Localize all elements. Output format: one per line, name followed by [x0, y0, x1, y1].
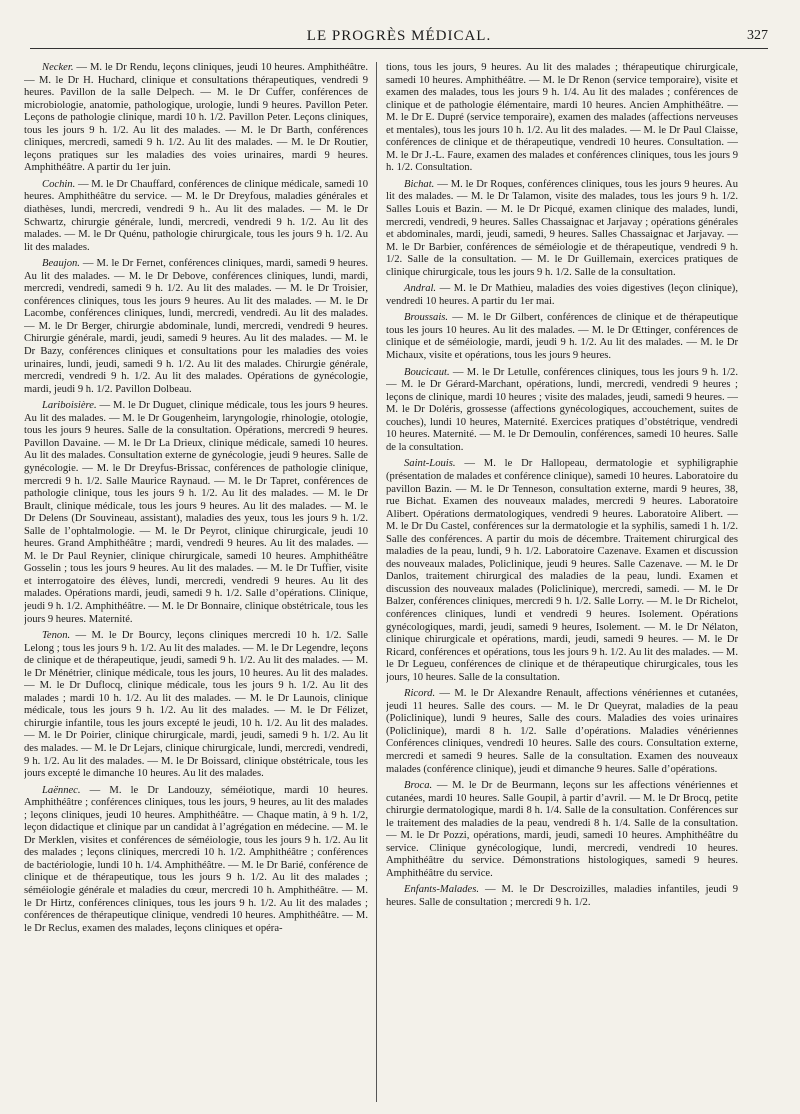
hospital-name: Saint-Louis.: [404, 458, 456, 470]
paragraph-text: tions, tous les jours, 9 heures. Au lit des malades ; thérapeutique chirurgicale, samedi 10 heures. Amphithéâtre. — M. le Dr Renon (service temporaire), visite et examen des malades, tous les jours 9 h. 1/4. Au lit des malades ; conférences de clinique et de pathologie élémentaire, mardi 10 heures. Ancien Amphithéâtre. — M. le Dr E. Dupré (service temporaire), examen des malades (affections nerveuses et mentales), tous les jours 10 h. 1/2. Au lit des malades. — M. le Dr Paul Claisse, conférences de clinique et de thérapeutique, vendredi 10 heures. Consultation. — M. le Dr J.-L. Faure, examen des malades et conférences cliniques, tous les jours 9 h. 1/2. Consultation.: [386, 62, 738, 174]
paragraph-text: — M. le Dr Duguet, clinique médicale, tous les jours 9 heures. Au lit des malades. — M. le Dr Gougenheim, laryngologie, rhinologie, otologie, tous les jours 9 heures. Salle de la consultation. Opérations, mercredi 9 heures. Pavillon Davaine. — M. le Dr La Drieux, clinique médicale, samedi 10 heures. Au lit des malades. Consultation externe de gynécologie, jeudi 9 heures. Salle de gynécologie. — M. le Dr Dreyfus-Brissac, conférences de pathologie clinique, mercredi 9 h. 1/2. Salle Maurice Raynaud. — M. le Dr Tapret, conférences de pathologie clinique, tous les jours 9 h. 1/2. Au lit des malades. — M. le Dr Brault, clinique médicale, tous les jours 9 heures. Au lit des malades. — M. le Dr Delens (Dr Souvineau, assistant), maladies des yeux, tous les jours 9 h. 1/2. Salle de l’ophtalmologie. — M. le Dr Peyrot, clinique chirurgicale, jeudi 10 heures. Grand Amphithéâtre ; mardi, vendredi 9 heures. Au lit des malades. — M. le Dr Paul Reynier, clinique chirurgicale, samedi 10 heures. Amphithéâtre Gosselin ; tous les jours 9 heures. Au lit des malades. — M. le Dr Tuffier, visite et interrogatoire des élèves, lundi, mercredi, vendredi 9 heures. Au lit des malades. Opérations mardi, jeudi, samedi 9 h. 1/2. Salle d’opérations. Clinique, jeudi 9 h. 1/2. Amphithéâtre. — M. le Dr Bonnaire, clinique obstétricale, tous les jours 9 heures. Maternité.: [24, 400, 368, 625]
paragraph-text: — M. le Dr Fernet, conférences cliniques, mardi, samedi 9 heures. Au lit des malades. — M. le Dr Debove, conférences cliniques, lundi, mardi, mercredi, vendredi, samedi 9 h. 1/2. Au lit des malades. — M. le Dr Troisier, conférences cliniques, tous les jours 9 heures. Au lit des malades. — M. le Dr Lacombe, conférences cliniques, lundi, mercredi, vendredi. Au lit des malades. — M. le Dr Berger, chirurgie abdominale, lundi, mercredi, vendredi 9 heures. Chirurgie générale, mardi, jeudi, samedi 9 heures. Au lit des malades. — M. le Dr Bazy, conférences cliniques et consultations pour les maladies des voies urinaires, lundi, jeudi, samedi 9 h. 1/2. Au lit des malades. Chirurgie générale, mercredi, vendredi 9 h. 1/2. Au lit des malades. Opérations de gynécologie, mardi, jeudi 9 h. 1/2. Pavillon Dolbeau.: [24, 258, 368, 395]
paragraph-text: — M. le Dr Roques, conférences cliniques, tous les jours 9 heures. Au lit des malades. — M. le Dr Talamon, visite des malades, tous les jours 9 h. 1/2. Salles Louis et Bazin. — M. le Dr Picqué, examen clinique des malades, lundi, mercredi, vendredi, 9 heures. Salles Chassaignac et Jarjavay ; opérations générales et abdominales, mardi, jeudi, samedi, 9 heures. Salles Chassaignac et Jarjavay. — M. le Dr Barbier, conférences de séméiologie et de thérapeutique, vendredi 9 h. 1/2. Salle de la consultation. — M. le Dr Guillemain, exercices pratiques de clinique chirurgicale, tous les jours 9 h. 1/2. Salle de la consultation.: [386, 178, 738, 278]
paragraph-bichat: [386, 179, 738, 279]
paragraph-tenon: [24, 630, 368, 781]
paragraph-boucicaut: [386, 367, 738, 455]
hospital-name: Cochin.: [42, 178, 76, 190]
paragraph-broussais: [386, 312, 738, 362]
right-column: [386, 62, 738, 1106]
paragraph-text: — M. le Dr Alexandre Renault, affections vénériennes et cutanées, jeudi 11 heures. Salle des cours. — M. le Dr Queyrat, maladies de la peau (Policlinique), lundi 9 heures, Salle des cours. Maladies des voies urinaires (Policlinique), mardi 8 h. 1/2. Salle d’opérations. Maladies vénériennes Conférences cliniques, vendredi 10 heures. Salle des cours. Consultation externe, mercredi et samedi 9 heures. Salle de la consultation. Examen des nouveaux malades (conférence clinique), jeudi et dimanche 9 heures. Salle d’opérations.: [386, 688, 738, 775]
paragraph-text: — M. le Dr Mathieu, maladies des voies digestives (leçon clinique), vendredi 10 heures. A partir du 1er mai.: [386, 283, 738, 307]
hospital-name: Beaujon.: [42, 258, 80, 270]
hospital-name: Bichat.: [404, 178, 435, 190]
paragraph-broca: [386, 780, 738, 880]
page-number: 327: [747, 28, 768, 43]
hospital-name: Enfants-Malades.: [404, 884, 480, 896]
left-column: [24, 62, 368, 1106]
hospital-name: Tenon.: [42, 630, 71, 642]
hospital-name: Lariboisière.: [42, 400, 97, 412]
column-divider: [376, 62, 377, 1102]
paragraph-saint-louis: [386, 458, 738, 684]
paragraph-necker: [24, 62, 368, 175]
hospital-name: Broussais.: [404, 312, 449, 324]
paragraph-text: — M. le Dr Rendu, leçons cliniques, jeudi 10 heures. Amphithéâtre. — M. le Dr H. Huchard, clinique et consultations thérapeutiques, vendredi 9 heures. Pavillon de la salle Delpech. — M. le Dr Cuffer, conférences de microbiologie, anatomie, pathologique, urologie, lundi 9 heures. Pavillon Peter. Leçons de pathologie clinique, mardi 10 h. 1/2. Pavillon Peter. Leçons cliniques, tous les jours 9 h. 1/2. Au lit des malades. — M. le Dr Barth, conférences cliniques, mercredi, samedi 9 h. 1/2. Au lit des malades. — M. le Dr Routier, leçons pratiques sur les maladies des voies urinaires, mardi 9 heures. Amphithéâtre. A partir du 1er juin.: [24, 62, 368, 174]
running-head: LE PROGRÈS MÉDICAL.: [306, 28, 492, 44]
paragraph-text: — M. le Dr Gilbert, conférences de clinique et de thérapeutique tous les jours 10 heures. Au lit des malades. — M. le Dr Œttinger, conférences de clinique et de séméiologie, mardi, jeudi 9 h. 1/2. Au lit des malades. — M. le Dr Michaux, visite et opérations, tous les jours 9 heures.: [386, 312, 738, 362]
paragraph-text: — M. le Dr Hallopeau, dermatologie et syphiligraphie (présentation de malades et conférence clinique), samedi 10 heures. Laboratoire du pavillon Bazin. — M. le Dr Tenneson, consultation externe, mardi 9 heures, 38, rue Bichat. Examen des nouveaux malades, mercredi 9 heures. Laboratoire Alibert. Opérations dermatologiques, vendredi 9 heures. Laboratoire Alibert. — M. le Dr Du Castel, conférences sur la dermatologie et la syphilis, samedi 1 h. 1/2. Salle des conférences. A partir du mois de décembre. Traitement chirurgical des maladies de la peau, lundi, 9 h. 1/2. Laboratoire Cazenave. Examen et discussion des nouveaux malades, Policlinique, jeudi 9 heures. Salle Cazenave. — M. le Dr Danlos, traitement chirurgical des maladies de la peau, lundi. Examen et discussion des nouveaux malades (Policlinique), mercredi, samedi. — M. le Dr Balzer, conférences cliniques, mercredi 9 h. 1/2. Salle Lorry. — M. le Dr Richelot, conférences cliniques, lundi et vendredi 9 heures. Isolement. Opérations gynécologiques, mardi, jeudi, samedi 9 heures, Isolement. — M. le Dr Nélaton, clinique chirurgicale et opérations, mardi, jeudi, samedi 9 heures. — M. le Dr Ricard, conférences et opérations, tous les jours 9 h. 1/2. Au lit des malades. — M. le Dr Legueu, conférences de clinique et de thérapeutique chirurgicales, tous les jours, 10 heures. Salle de la consultation.: [386, 458, 738, 683]
hospital-name: Ricord.: [404, 688, 436, 700]
hospital-name: Laënnec.: [42, 784, 81, 796]
paragraph-text: — M. le Dr Landouzy, séméiotique, mardi 10 heures. Amphithéâtre ; conférences cliniques, tous les jours, 9 heures, au lit des malades ; leçons cliniques, jeudi 10 heures. Amphithéâtre. — Chaque matin, à 9 h. 1/2, leçon didactique et clinique par un candidat à l’agrégation en médecine. — M. le Dr Merklen, visites et conférences de séméiologie, tous les jours 9 h. 1/2. Au lit des malades ; leçons cliniques, mercredi 10 h. 1/2. Amphithéâtre ; conférences de bactériologie, lundi 10 h. 1/4. Amphithéâtre. — M. le Dr Barié, conférence de clinique et de thérapeutique, tous les jours 9 h. 1/2. Au lit des malades ; séméiologie générale et maladies du cœur, mercredi 10 h. Amphithéâtre. — M. le Dr Hirtz, conférences cliniques, tous les jours 9 h. 1/2. Au lit des malades ; conférences de thérapeutique clinique, vendredi 10 heures. Amphithéâtre. — M. le Dr Reclus, examen des malades, leçons cliniques et opéra-: [24, 784, 368, 934]
paragraph-text: — M. le Dr Chauffard, conférences de clinique médicale, samedi 10 heures. Amphithéâtre du service. — M. le Dr Dreyfous, maladies générales et diathèses, lundi, mercredi, vendredi 9 h.. Au lit des malades. — M. le Dr Schwartz, chirurgie générale, lundi, mercredi, vendredi 9 h. 1/2. Au lit des malades. — M. le Dr Quénu, pathologie chirurgicale, tous les jours 9 h. 1/2. Au lit des malades.: [24, 178, 368, 253]
paragraph-text: — M. le Dr Letulle, conférences cliniques, tous les jours 9 h. 1/2. — M. le Dr Gérard-Marchant, opérations, lundi, mercredi, vendredi 9 heures ; leçons de clinique, mardi 10 heures ; visite des malades, jeudi, samedi 9 heures. — M. le Dr Doléris, grossesse (affections gynécologiques, accouchement, suites de couches), lundi 10 heures, Maternité. Exercices pratiques d’obstétrique, vendredi 10 heures. Maternité. — M. le Dr Demoulin, conférences, samedi 10 heures. Salle de la consultation.: [386, 366, 738, 453]
paragraph-text: — M. le Dr Bourcy, leçons cliniques mercredi 10 h. 1/2. Salle Lelong ; tous les jours 9 h. 1/2. Au lit des malades. — M. le Dr Legendre, leçons de clinique et de thérapeutique, jeudi, samedi 9 h. 1/2. Au lit des malades. — M. le Dr Ménétrier, clinique médicale, tous les jours, 10 heures. Au lit des malades. — M. le Dr Duflocq, clinique médicale, tous les jours 9 h. 1/2. Au lit des malades ; mardi 10 h. 1/2. Au lit des malades. — M. le Dr Launois, clinique médicale, tous les jours 9 h. 1/2. Au lit des malades. — M. le Dr Félizet, chirurgie infantile, tous les jours excepté le jeudi, 10 h. 1/2. Au lit des malades. — M. le Dr Poirier, clinique chirurgicale, mardi, jeudi, samedi 9 h. 1/2. Au lit des malades. — M. le Dr Lejars, clinique chirurgicale, lundi, mercredi, vendredi, 9 h. 1/2. Au lit des malades. — M. le Dr Boissard, clinique obstétricale, tous les jours excepté le dimanche 10 heures. Au lit des malades.: [24, 630, 368, 780]
paragraph-andral: [386, 283, 738, 308]
paragraph-cochin: [24, 179, 368, 254]
paragraph-text: — M. le Dr de Beurmann, leçons sur les affections vénériennes et cutanées, mardi 10 heures. Salle Goupil, à partir d’avril. — M. le Dr Brocq, petite chirurgie dermatologique, mardi 8 h. 1/4. Salle de la consultation. Conférences sur le traitement des maladies de la peau, vendredi 8 h. 1/4. Salle de la consultation. — M. le Dr Pozzi, opérations, mardi, jeudi, samedi 10 heures. Amphithéâtre du service. Clinique gynécologique, lundi, mercredi, vendredi 10 heures. Amphithéâtre du service. Démonstrations histologiques, samedi 9 heures. Amphithéâtre du service.: [386, 780, 738, 879]
hospital-name: Necker.: [42, 62, 74, 73]
paragraph-enfants-malades: [386, 884, 738, 909]
paragraph-ricord: [386, 688, 738, 776]
paragraph-text: — M. le Dr Descroizilles, maladies infantiles, jeudi 9 heures. Salle de consultation ; mercredi 9 h. 1/2.: [386, 884, 738, 908]
paragraph-laennec-continued: [386, 62, 738, 175]
hospital-name: Boucicaut.: [404, 366, 450, 378]
paragraph-beaujon: [24, 258, 368, 396]
paragraph-laennec: [24, 785, 368, 936]
hospital-name: Broca.: [404, 780, 433, 792]
paragraph-lariboisiere: [24, 400, 368, 626]
hospital-name: Andral.: [404, 283, 437, 295]
page-header: [30, 26, 768, 49]
